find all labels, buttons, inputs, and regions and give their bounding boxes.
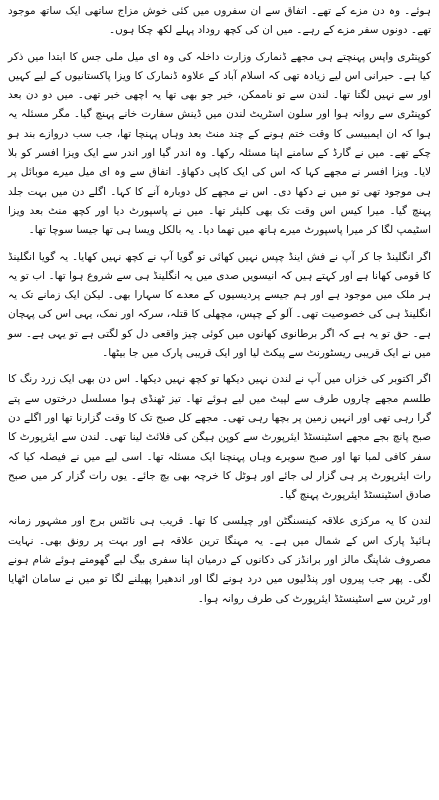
paragraph-2: کوپنٹری واپس پہنچتے ہی مجھے ڈنمارک وزارت داخلہ کی وہ ای میل ملی جس کا ابتدا میں ذکر کیا ہے۔ حیرانی اس لیے زیادہ تھی کہ اسلام آباد کے علاوہ ڈنمارک کا ویزا پاکستانیوں کے لیے کہیں اور سے نہیں لگتا تھا۔ لندن سے تو ناممکن، خیر جو بھی تھا یہ اچھی خبر تھی۔ میں دو دن بعد کوپنٹری سے روانہ ہوا اور سلون اسٹریٹ لندن میں ڈینش سفارت خانے پہنچ گیا۔ مگر مسئلہ یہ ہوا کہ ان ایمبیسی کا وقت ختم ہونے کے چند منٹ بعد وہاں پہنچا تھا، جب سب دروازے بند ہو چکے تھے۔ میں نے گارڈ کے سامنے اپنا مسئلہ رکھا۔ وہ اندر گیا اور اندر سے ایک ویزا افسر کو بلا لایا۔ ویزا افسر نے مجھے کہا کہ اس کی ایک کاپی دکھاؤ۔ اتفاق سے وہ ای میل میرے موبائل پر ہی موجود تھی تو میں نے دکھا دی۔ اس نے مجھے کل دوبارہ آنے کا کہا۔ اگلے دن میں بہت جلد پہنچ گیا۔ میرا کیس اس وقت تک بھی کلیئر تھا۔ میں نے پاسپورٹ دیا اور کچھ منٹ بعد ویزا اسٹیمپ لگا کر میرا پاسپورٹ میرے ہاتھ میں تھما دیا۔ یہ بالکل ویسا ہی تھا جیسا سوچا تھا۔ (8, 50, 431, 237)
paragraph-3: اگر انگلینڈ جا کر آپ نے فش اینڈ چپس نہیں کھائی تو گویا آپ نے کچھ نہیں کھایا۔ یہ گویا انگلینڈ کا قومی کھانا ہے اور کہتے ہیں کہ انیسویں صدی میں یہ انگلینڈ ہی سے شروع ہوا تھا۔ اب تو یہ ہر ملک میں موجود ہے اور ہم جیسے پردیسیوں کے معدے کا سہارا بھی۔ لیکن ایک زمانے تک یہ انگلینڈ ہی کی خصوصیت تھی۔ آلو کے چپس، مچھلی کا قتلہ، سرکہ اور نمک، یہی اس کی پہچان ہے۔ حق تو یہ ہے کہ اگر برطانوی کھانوں میں کوئی چیز واقعی دل کو لگتی ہے تو یہی ہے۔ سو میں نے ایک قریبی ریسٹورنٹ سے پیکٹ لیا اور ایک قریبی پارک میں جا بیٹھا۔ (8, 250, 431, 360)
paragraph-4: اگر اکتوبر کی خزاں میں آپ نے لندن نہیں دیکھا تو کچھ نہیں دیکھا۔ اس دن بھی ایک زرد رنگ کا طلسم مجھے چاروں طرف سے لپیٹ میں لیے ہوئے تھا۔ تیز ٹھنڈی ہوا مسلسل درختوں سے پتے گرا رہی تھی اور انہیں زمین پر بچھا رہی تھی۔ مجھے کل صبح تک کا وقت گزارنا تھا اور اگلے دن صبح پانچ بجے مجھے اسٹینسٹڈ ایئرپورٹ سے کوپن ہیگن کی فلائٹ لینا تھی۔ لندن سے ایئرپورٹ کا سفر کافی لمبا تھا اور صبح سویرے وہاں پہنچنا ایک مسئلہ تھا۔ اسی لیے میں نے فیصلہ کیا کہ رات ایئرپورٹ پر ہی گزار لی جائے اور ہوٹل کا خرچہ بھی بچ جائے۔ یوں رات گزار کر میں صبح صادق اسٹینسٹڈ ایئرپورٹ پہنچ گیا۔ (8, 373, 431, 502)
paragraph-5: لندن کا یہ مرکزی علاقہ کینسنگٹن اور چیلسی کا تھا۔ قریب ہی نائٹس برج اور مشہور زمانہ ہائیڈ پارک اس کے شمال میں ہے۔ یہ مہنگا ترین علاقہ ہے اور بہت پر رونق بھی۔ نہایت مصروف شاپنگ مالز اور برانڈز کی دکانوں کے درمیان اپنا سفری بیگ لیے گھومتے ہوئے شام ہونے لگی۔ پھر جب پیروں اور پنڈلیوں میں درد ہونے لگا اور اندھیرا پھیلنے لگا تو میں نے سامان اٹھایا اور ٹرین سے اسٹینسٹڈ ایئرپورٹ کی طرف روانہ ہوا۔ (8, 515, 431, 605)
paragraph-1: ہوئے۔ وہ دن مزے کے تھے۔ اتفاق سے ان سفروں میں کئی خوش مزاج ساتھی ایک ساتھ موجود تھے۔ دونوں سفر مزے کے رہے۔ میں ان کی کچھ روداد پہلے لکھ چکا ہوں۔ (8, 5, 431, 37)
